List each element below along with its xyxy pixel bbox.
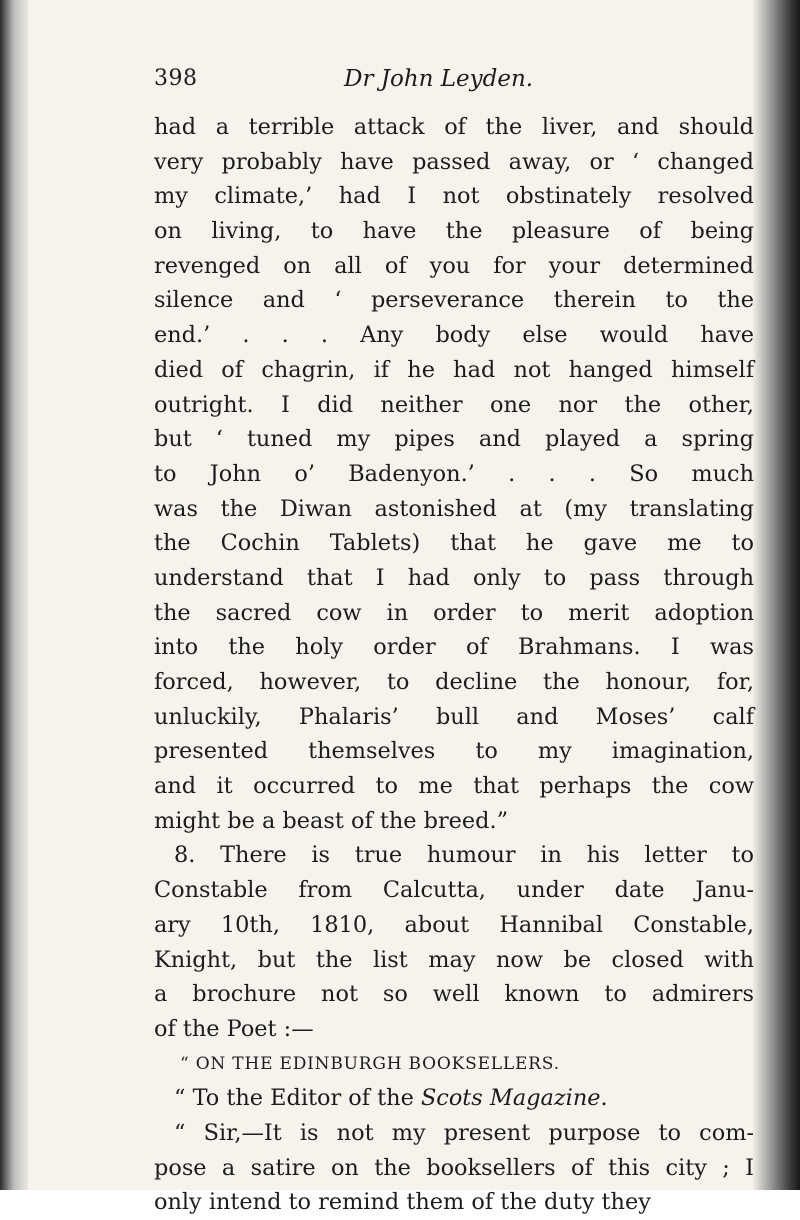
text-line: a brochure not so well known to admirers [154, 981, 754, 1008]
publication-title: Scots Magazine [420, 1085, 601, 1112]
text-line: into the holy order of Brahmans. I was [154, 634, 754, 661]
text-line: but ‘ tuned my pipes and played a spring [154, 426, 754, 453]
text-line: forced, however, to decline the honour, for, [154, 669, 754, 695]
text-line: ary 10th, 1810, about Hannibal Constable, [154, 911, 754, 938]
text-line: to John o’ Badenyon.’ . . . So much [154, 460, 754, 487]
page-number: 398 [154, 66, 198, 91]
running-title: Dr John Leyden. [344, 66, 534, 92]
letter-address-prefix: “ To the Editor of the [174, 1085, 421, 1112]
text-line: the sacred cow in order to merit adoption [154, 599, 754, 626]
text-line: very probably have passed away, or ‘ changed [154, 148, 754, 175]
text-line: Constable from Calcutta, under date Janu- [154, 877, 754, 904]
text-line: was the Diwan astonished at (my translating [154, 495, 754, 522]
text-line: 8. There is true humour in his letter to [174, 842, 754, 869]
binding-shadow-left [0, 0, 28, 1190]
letter-line: “ Sir,—It is not my present purpose to com- [174, 1119, 754, 1146]
text-line: might be a beast of the breed.” [154, 807, 509, 834]
letter-heading: “ ON THE EDINBURGH BOOKSELLERS. [180, 1053, 560, 1074]
text-line: died of chagrin, if he had not hanged himself [154, 356, 754, 383]
text-line: the Cochin Tablets) that he gave me to [154, 530, 754, 557]
text-line: silence and ‘ perseverance therein to the [154, 287, 754, 314]
text-line: unluckily, Phalaris’ bull and Moses’ calf [154, 703, 754, 730]
text-line: and it occurred to me that perhaps the cow [154, 773, 754, 800]
text-line: presented themselves to my imagination, [154, 738, 754, 765]
text-line: had a terrible attack of the liver, and should [154, 114, 754, 140]
text-line: Knight, but the list may now be closed with [154, 946, 754, 973]
body-text [154, 110, 754, 1220]
letter-address-suffix: . [600, 1085, 608, 1112]
text-line: understand that I had only to pass through [154, 564, 754, 591]
text-line: of the Poet :— [154, 1015, 314, 1042]
page-edge-shadow-right [752, 0, 800, 1190]
text-line: revenged on all of you for your determined [154, 252, 754, 279]
text-line: my climate,’ had I not obstinately resolved [154, 183, 754, 210]
text-line: outright. I did neither one nor the other, [154, 391, 754, 418]
text-line: end.’ . . . Any body else would have [154, 322, 754, 349]
letter-line: pose a satire on the booksellers of this city ; I [154, 1154, 754, 1181]
letter-line: only intend to remind them of the duty they [154, 1189, 651, 1216]
page-header [154, 66, 754, 106]
text-line: on living, to have the pleasure of being [154, 218, 754, 245]
letter-address [154, 1081, 754, 1116]
